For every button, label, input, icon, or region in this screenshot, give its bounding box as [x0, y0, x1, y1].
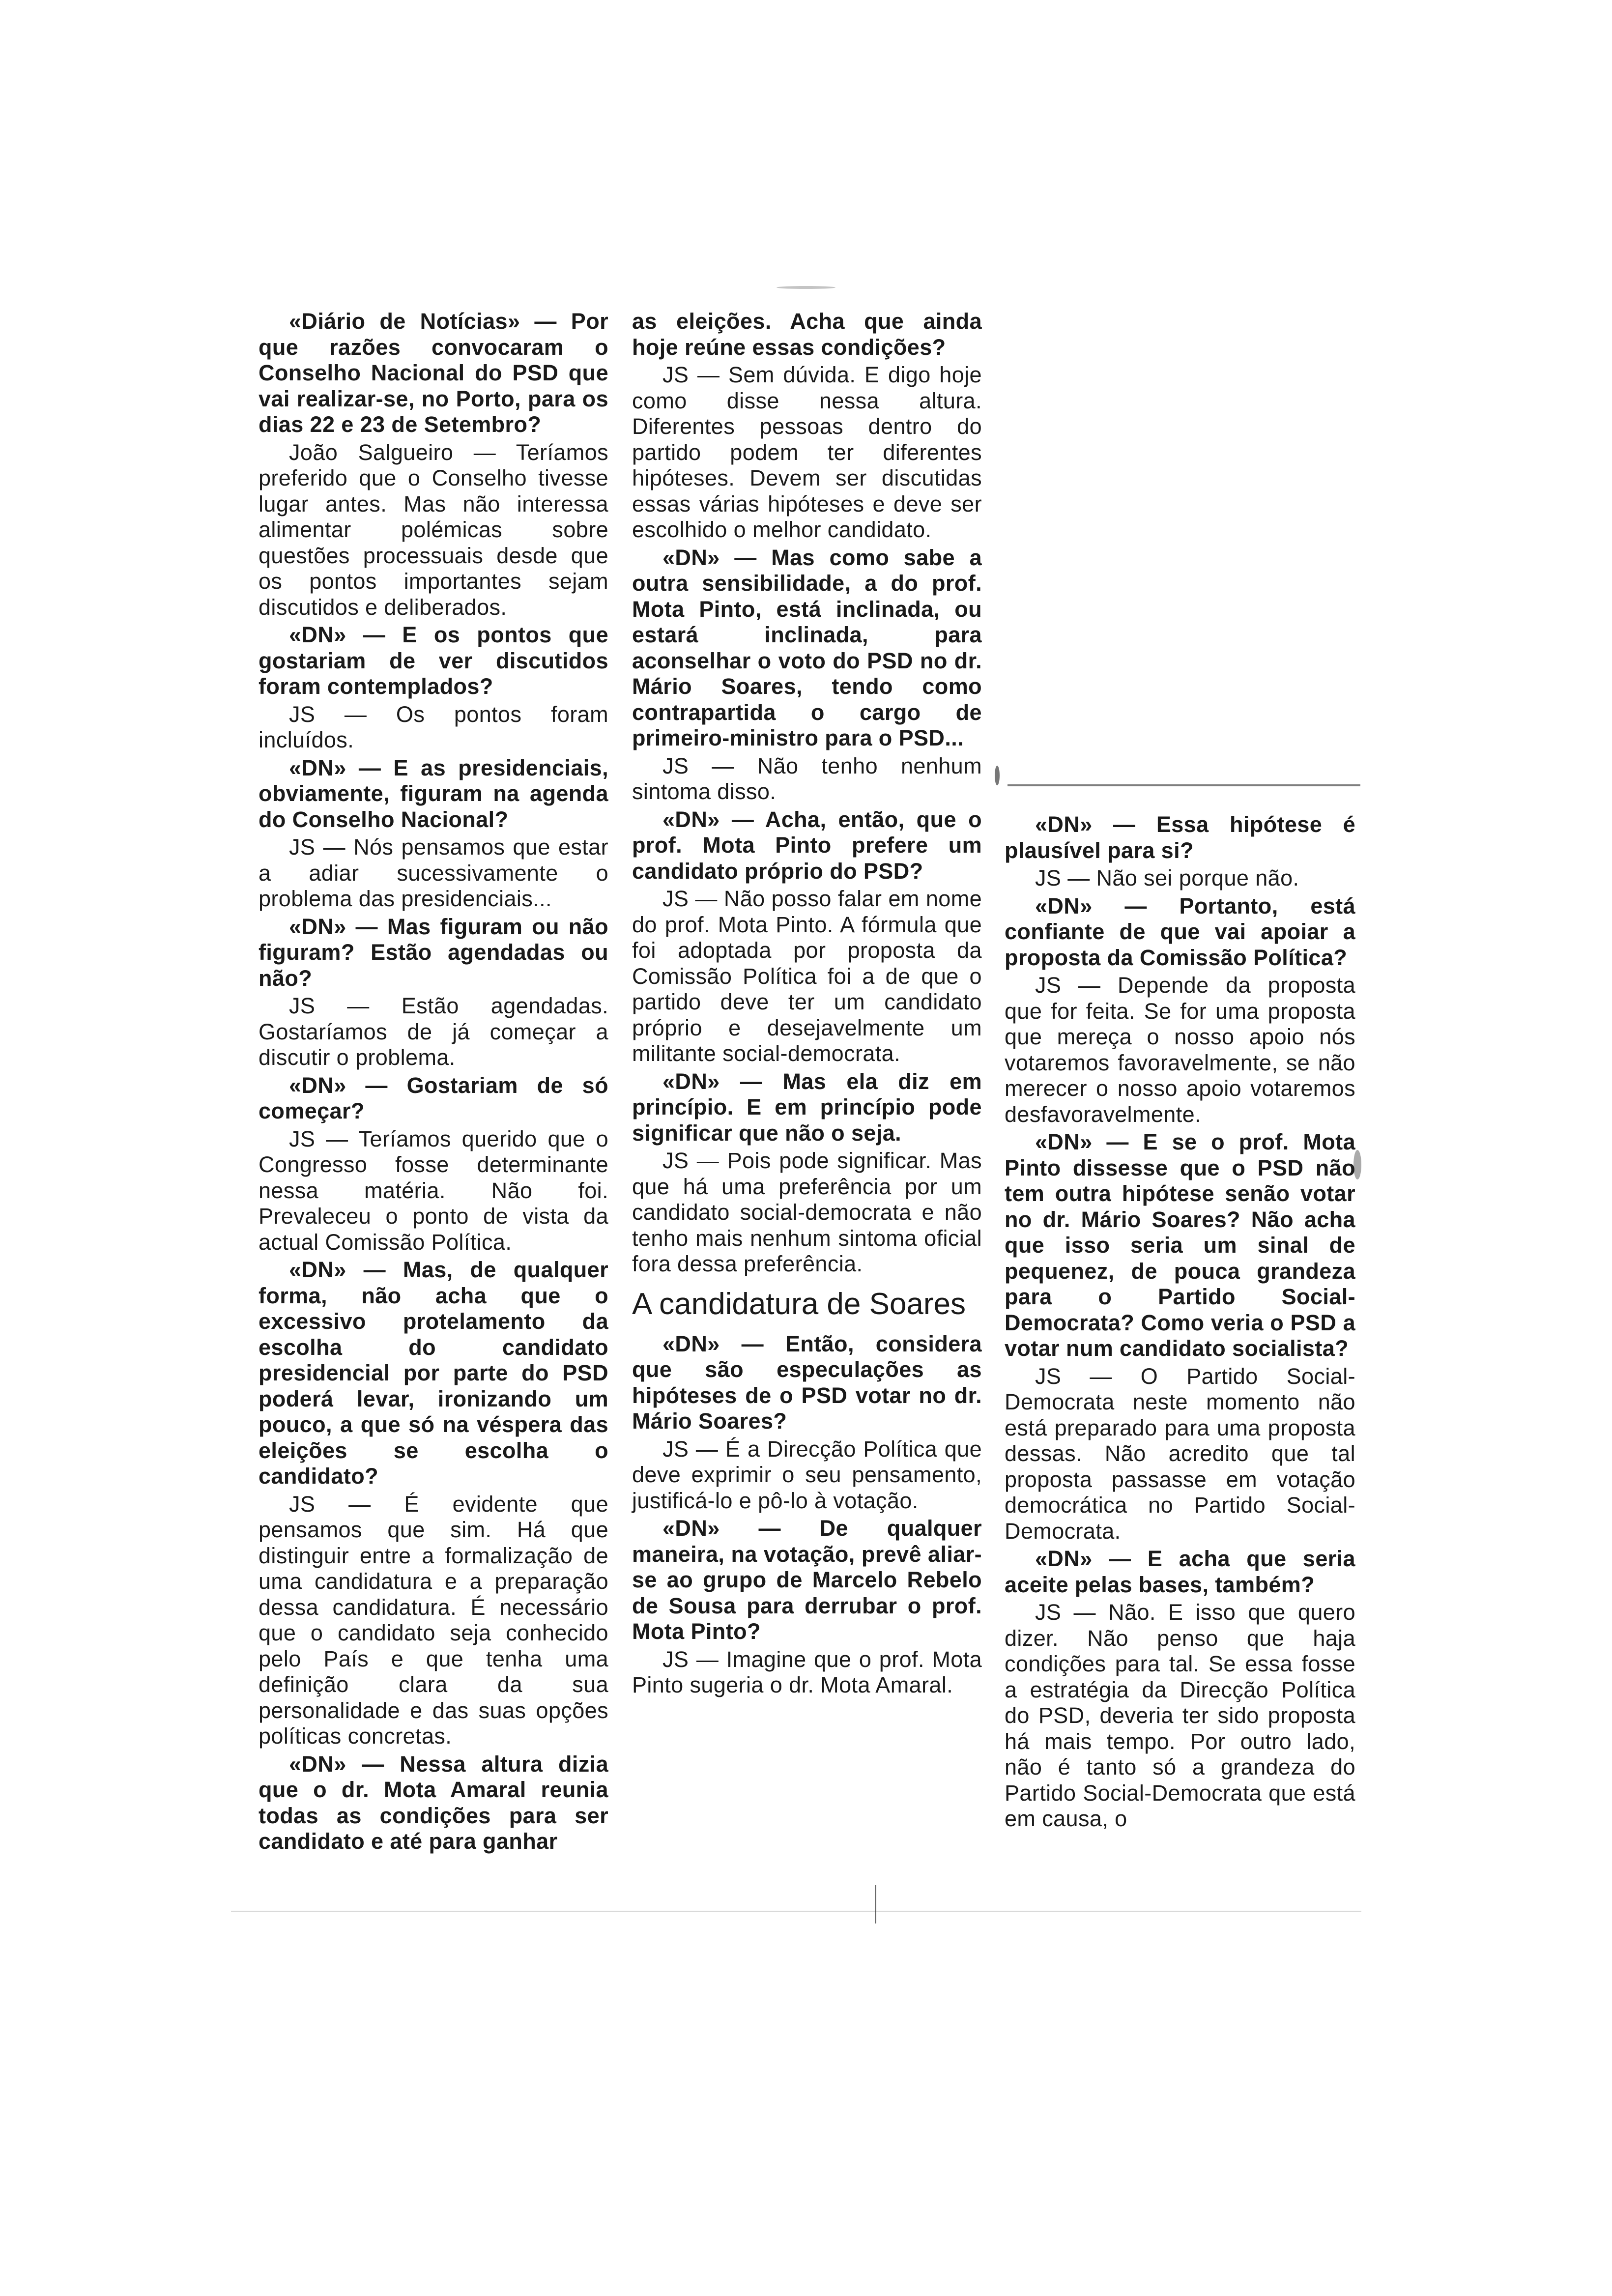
print-smudge — [995, 766, 1000, 785]
interview-answer: JS — Estão agendadas. Gostaríamos de já começar a discutir o problema. — [259, 993, 608, 1070]
article-column-2 — [632, 309, 982, 1700]
interview-question: «DN» — Acha, então, que o prof. Mota Pinto prefere um candidato próprio do PSD? — [632, 806, 982, 884]
interview-question: «DN» — Mas ela diz em princípio. E em princípio pode significar que não o seja. — [632, 1068, 982, 1146]
interview-answer: JS — É evidente que pensamos que sim. Há que distinguir entre a formalização de uma candidatura e a preparação dessa candidatura. É necessário que o candidato seja conhecido pelo País e que tenha uma definição clara da sua personalidade e das suas opções políticas concretas. — [259, 1491, 608, 1749]
interview-answer: JS — Imagine que o prof. Mota Pinto sugeria o dr. Mota Amaral. — [632, 1646, 982, 1697]
interview-answer: JS — Não posso falar em nome do prof. Mota Pinto. A fórmula que foi adoptada por proposta da Comissão Política foi a de que o partido deve ter um candidato próprio e desejavelmente um militante social-democrata. — [632, 886, 982, 1066]
interview-answer: JS — É a Direcção Política que deve exprimir o seu pensamento, justificá-lo e pô-lo à votação. — [632, 1436, 982, 1513]
interview-question: «DN» — Nessa altura dizia que o dr. Mota Amaral reunia todas as condições para ser candidato e até para ganhar — [259, 1751, 608, 1854]
interview-question: «DN» — Portanto, está confiante de que vai apoiar a proposta da Comissão Política? — [1005, 893, 1355, 970]
interview-answer: João Salgueiro — Teríamos preferido que o Conselho tivesse lugar antes. Mas não interessa alimentar polémicas sobre questões processuais desde que os pontos importantes sejam discutidos e deliberados. — [259, 439, 608, 620]
interview-question: «DN» — Essa hipótese é plausível para si? — [1005, 812, 1355, 863]
interview-question: «DN» — E as presidenciais, obviamente, figuram na agenda do Conselho Nacional? — [259, 755, 608, 832]
interview-answer: JS — O Partido Social-Democrata neste momento não está preparado para uma proposta dessas. Não acredito que tal proposta passasse em votação democrática no Partido Social-Democrata. — [1005, 1363, 1355, 1544]
interview-question: «DN» — Mas, de qualquer forma, não acha que o excessivo protelamento da escolha do candidato presidencial por parte do PSD poderá levar, ironizando um pouco, a que só na véspera das eleições se escolha o candidato? — [259, 1257, 608, 1489]
scan-bottom-edge — [231, 1911, 1361, 1912]
column-top-rule — [1008, 784, 1360, 786]
interview-question: «DN» — E acha que seria aceite pelas bases, também? — [1005, 1546, 1355, 1597]
interview-answer: JS — Nós pensamos que estar a adiar sucessivamente o problema das presidenciais... — [259, 834, 608, 911]
interview-question: «DN» — E os pontos que gostariam de ver discutidos foram contemplados? — [259, 622, 608, 699]
print-smudge — [777, 286, 835, 289]
interview-answer: JS — Depende da proposta que for feita. Se for uma proposta que mereça o nosso apoio nós votaremos favoravelmente, se não merecer o nosso apoio votaremos desfavoravelmente. — [1005, 973, 1355, 1127]
interview-question: «Diário de Notícias» — Por que razões convocaram o Conselho Nacional do PSD que vai realizar-se, no Porto, para os dias 22 e 23 de Setembro? — [259, 309, 608, 437]
section-subheading: A candidatura de Soares — [632, 1287, 966, 1321]
interview-answer: JS — Não sei porque não. — [1035, 865, 1299, 890]
interview-answer: JS — Teríamos querido que o Congresso fosse determinante nessa matéria. Não foi. Prevaleceu o ponto de vista da actual Comissão Política. — [259, 1126, 608, 1255]
interview-question: «DN» — De qualquer maneira, na votação, prevê aliar-se ao grupo de Marcelo Rebelo de Sousa para derrubar o prof. Mota Pinto? — [632, 1516, 982, 1644]
interview-question: «DN» — Então, considera que são especulações as hipóteses de o PSD votar no dr. Mário Soares? — [632, 1331, 982, 1434]
interview-answer: JS — Não. E isso que quero dizer. Não penso que haja condições para tal. Se essa fosse a estratégia da Direcção Política do PSD, deveria ter sido proposta há mais tempo. Por outro lado, não é tanto só a grandeza do Partido Social-Democrata que está em causa, o — [1005, 1600, 1355, 1831]
interview-answer: JS — Os pontos foram incluídos. — [259, 701, 608, 752]
interview-question-continued: as eleições. Acha que ainda hoje reúne essas condições? — [632, 309, 982, 360]
article-column-3 — [1005, 812, 1355, 1834]
interview-answer: JS — Não tenho nenhum sintoma disso. — [632, 753, 982, 804]
interview-question: «DN» — Mas figuram ou não figuram? Estão agendadas ou não? — [259, 914, 608, 991]
article-column-1 — [259, 309, 608, 1857]
column-divider-mark — [875, 1885, 876, 1923]
interview-answer: JS — Pois pode significar. Mas que há uma preferência por um candidato social-democrata e não tenho mais nenhum sintoma oficial fora dessa preferência. — [632, 1148, 982, 1276]
interview-question: «DN» — Mas como sabe a outra sensibilidade, a do prof. Mota Pinto, está inclinada, ou estará inclinada, para aconselhar o voto do PSD no dr. Mário Soares, tendo como contrapartida o cargo de primeiro-ministro para o PSD... — [632, 545, 982, 750]
interview-answer: JS — Sem dúvida. E digo hoje como disse nessa altura. Diferentes pessoas dentro do partido podem ter diferentes hipóteses. Devem ser discutidas essas várias hipóteses e deve ser escolhido o melhor candidato. — [632, 362, 982, 542]
interview-question: «DN» — Gostariam de só começar? — [259, 1072, 608, 1123]
interview-question: «DN» — E se o prof. Mota Pinto dissesse que o PSD não tem outra hipótese senão votar no dr. Mário Soares? Não acha que isso seria um sinal de pequenez, de pouca grandeza para o Partido Social-Democrata? Como veria o PSD a votar num candidato socialista? — [1005, 1129, 1355, 1361]
